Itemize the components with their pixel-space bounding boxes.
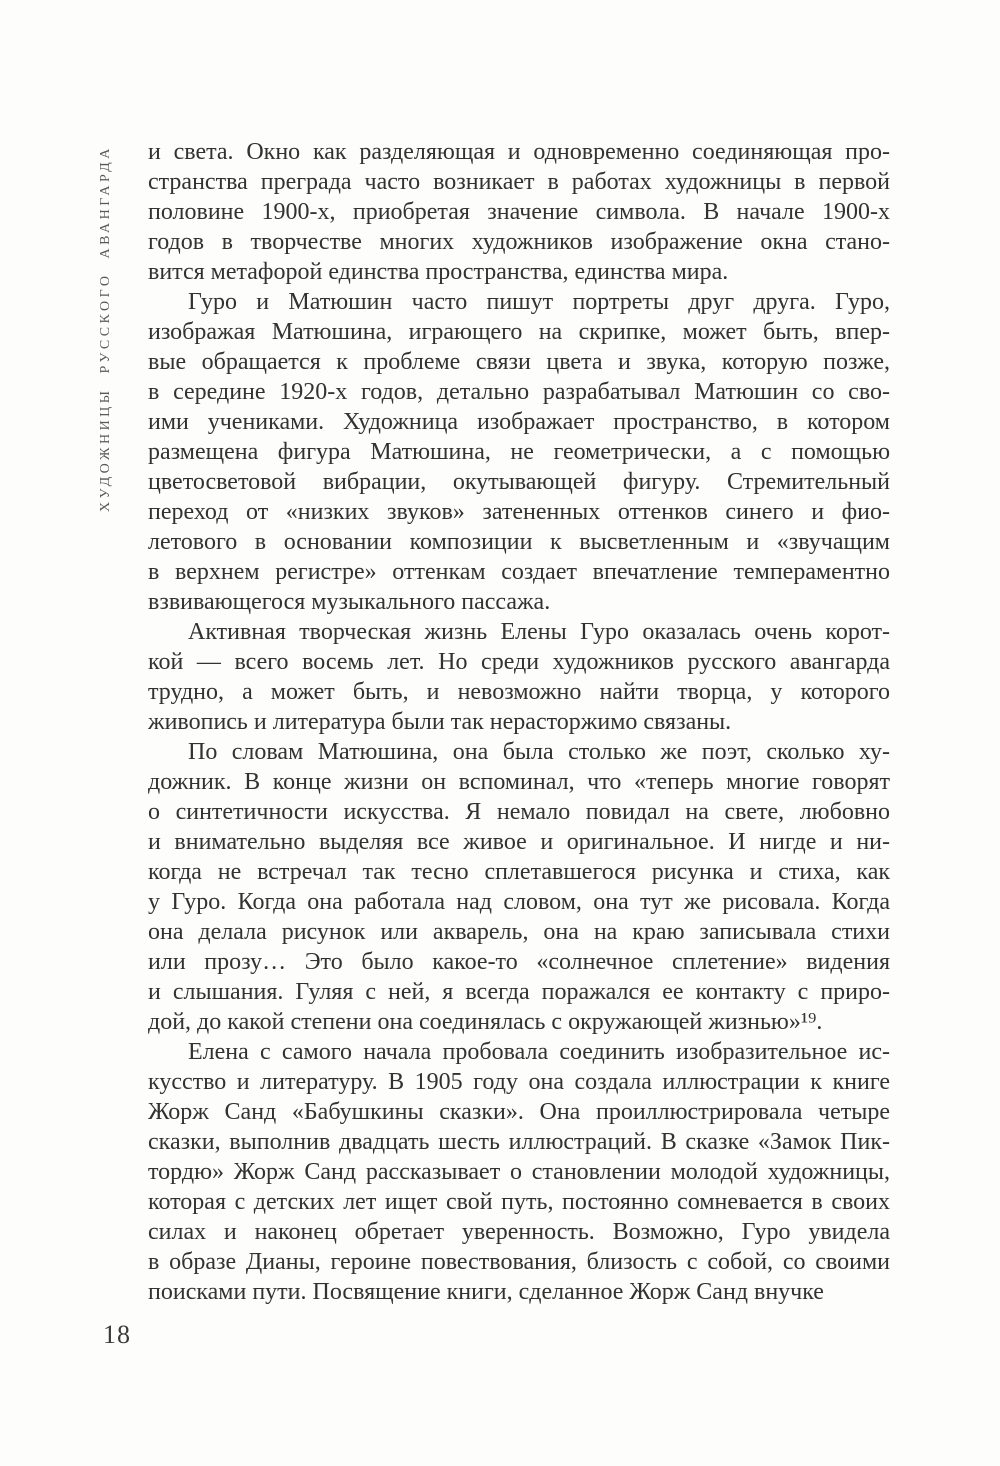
text-line: в середине 1920-х годов, детально разрабатывал Матюшин со сво-: [148, 379, 890, 405]
text-line: в образе Дианы, героине повествования, близость с собой, со своими: [148, 1249, 890, 1275]
text-line: ими учениками. Художница изображает пространство, в котором: [148, 409, 890, 435]
text-line: когда не встречал так тесно сплетавшегося рисунка и стиха, как: [148, 859, 890, 885]
text-line: в верхнем регистре» оттенкам создает впечатление темпераментно: [148, 559, 890, 585]
text-line: и света. Окно как разделяющая и одновременно соединяющая про-: [148, 139, 890, 165]
text-line: Активная творческая жизнь Елены Гуро оказалась очень корот-: [188, 619, 890, 645]
text-line: взвивающегося музыкального пассажа.: [148, 589, 551, 615]
page-number: 18: [103, 1320, 131, 1349]
paragraph: [148, 737, 890, 1037]
text-line: и внимательно выделяя все живое и оригинальное. И нигде и ни-: [148, 829, 890, 855]
text-line: дожник. В конце жизни он вспоминал, что «теперь многие говорят: [148, 769, 890, 795]
text-line: Гуро и Матюшин часто пишут портреты друг друга. Гуро,: [188, 289, 890, 315]
text-line: у Гуро. Когда она работала над словом, она тут же рисовала. Когда: [148, 889, 890, 915]
text-line: переход от «низких звуков» затененных оттенков синего и фио-: [148, 499, 890, 525]
text-line: трудно, а может быть, и невозможно найти творца, у которого: [148, 679, 890, 705]
text-line: живопись и литература были так нерасторжимо связаны.: [148, 709, 732, 735]
text-line: изображая Матюшина, играющего на скрипке, может быть, впер-: [148, 319, 890, 345]
paragraph: [148, 1037, 890, 1307]
text-line: и слышания. Гуляя с ней, я всегда поражался ее контакту с приро-: [148, 979, 890, 1005]
text-line: сказки, выполнив двадцать шесть иллюстраций. В сказке «Замок Пик-: [148, 1129, 890, 1155]
text-line: кой — всего восемь лет. Но среди художников русского авангарда: [148, 649, 890, 675]
text-line: или прозу… Это было какое-то «солнечное сплетение» видения: [148, 949, 890, 975]
text-line: поисками пути. Посвящение книги, сделанное Жорж Санд внучке: [148, 1279, 824, 1305]
text-line: странства преграда часто возникает в работах художницы в первой: [148, 169, 890, 195]
text-line: Елена с самого начала пробовала соединить изобразительное ис-: [188, 1039, 890, 1065]
text-line: летового в основании композиции к высветленным и «звучащим: [148, 529, 890, 555]
text-line: тордю» Жорж Санд рассказывает о становлении молодой художницы,: [148, 1159, 890, 1185]
paragraph: [148, 617, 890, 737]
text-line: вится метафорой единства пространства, единства мира.: [148, 259, 729, 285]
text-line: годов в творчестве многих художников изображение окна стано-: [148, 229, 890, 255]
text-line: Жорж Санд «Бабушкины сказки». Она проиллюстрировала четыре: [148, 1099, 890, 1125]
paragraph: [148, 287, 890, 617]
text-line: она делала рисунок или акварель, она на краю записывала стихи: [148, 919, 890, 945]
text-line: По словам Матюшина, она была столько же поэт, сколько ху-: [188, 739, 890, 765]
text-line: которая с детских лет ищет свой путь, постоянно сомневается в своих: [148, 1189, 890, 1215]
text-line: дой, до какой степени она соединялась с окружающей жизнью»¹⁹.: [148, 1009, 823, 1035]
text-line: цветосветовой вибрации, окутывающей фигуру. Стремительный: [148, 469, 890, 495]
text-line: вые обращается к проблеме связи цвета и звука, которую позже,: [148, 349, 890, 375]
text-line: силах и наконец обретает уверенность. Возможно, Гуро увидела: [148, 1219, 890, 1245]
running-head-vertical-title: ХУДОЖНИЦЫ РУССКОГО АВАНГАРДА: [98, 145, 113, 512]
text-line: половине 1900-х, приобретая значение символа. В начале 1900-х: [148, 199, 890, 225]
paragraph: [148, 137, 890, 287]
text-block: [148, 137, 890, 1307]
text-line: кусство и литературу. В 1905 году она создала иллюстрации к книге: [148, 1069, 890, 1095]
text-line: размещена фигура Матюшина, не геометрически, а с помощью: [148, 439, 890, 465]
text-line: о синтетичности искусства. Я немало повидал на свете, любовно: [148, 799, 890, 825]
